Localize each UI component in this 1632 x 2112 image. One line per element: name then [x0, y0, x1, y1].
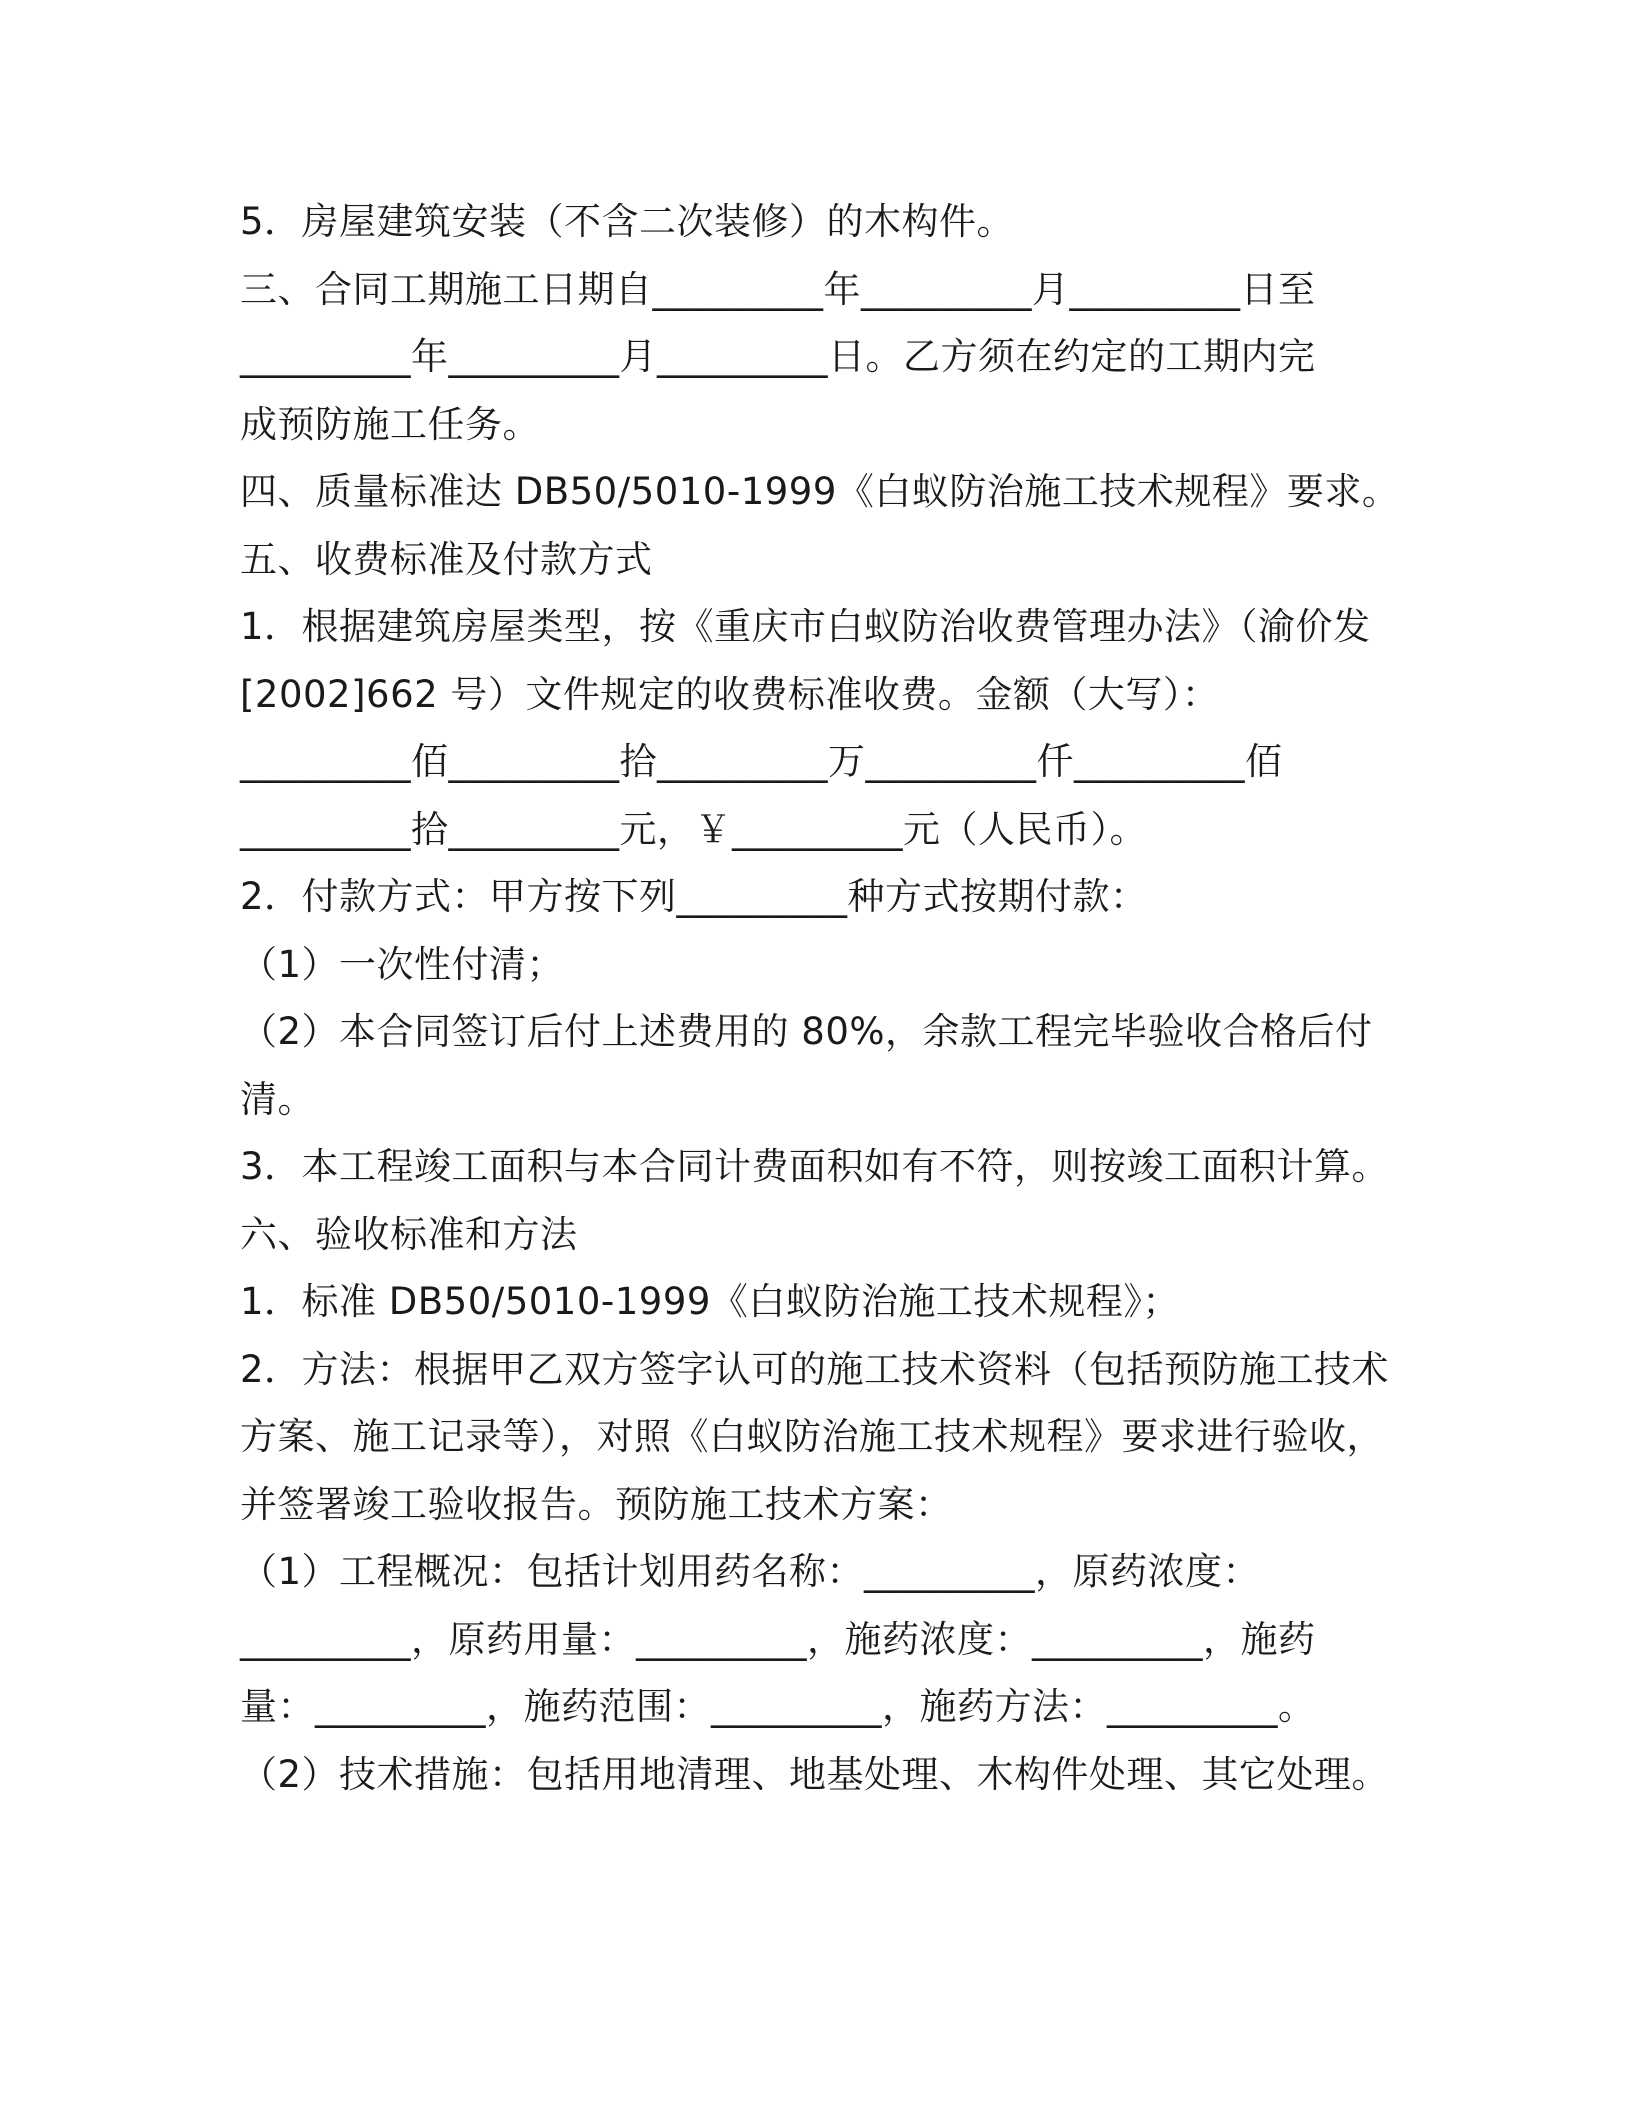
text-line: _________年_________月_________日。乙方须在约定的工期内完: [240, 335, 1316, 378]
text-line: 三、合同工期施工日期自_________年_________月_________日至: [240, 267, 1316, 311]
text-line: 3．本工程竣工面积与本合同计费面积如有不符，则按竣工面积计算。: [240, 1145, 1390, 1188]
text-line: 2．方法：根据甲乙双方签字认可的施工技术资料（包括预防施工技术: [240, 1347, 1390, 1391]
text-line: 1．根据建筑房屋类型，按《重庆市白蚁防治收费管理办法》（渝价发: [240, 605, 1371, 648]
text-line: （1）一次性付清；: [240, 942, 565, 986]
text-line: _________，原药用量：_________，施药浓度：_________，施药: [240, 1617, 1316, 1661]
text-line: 方案、施工记录等），对照《白蚁防治施工技术规程》要求进行验收，: [240, 1415, 1384, 1458]
text-line: 2．付款方式：甲方按下列_________种方式按期付款：: [240, 875, 1148, 918]
text-line: 成预防施工任务。: [240, 402, 540, 446]
text-line: 并签署竣工验收报告。预防施工技术方案：: [240, 1482, 953, 1526]
document-body: [240, 188, 1400, 1808]
text-line: 四、质量标准达 DB50/5010-1999《白蚁防治施工技术规程》要求。: [240, 470, 1400, 513]
text-line: _________佰_________拾_________万_________仟_________佰: [240, 740, 1283, 783]
text-line: 清。: [240, 1077, 315, 1121]
section-heading: 五、收费标准及付款方式: [240, 537, 653, 581]
text-line: （2）技术措施：包括用地清理、地基处理、木构件处理、其它处理。: [240, 1752, 1390, 1796]
text-line: [2002]662 号）文件规定的收费标准收费。金额（大写）：: [240, 672, 1220, 716]
text-line: 5．房屋建筑安装（不含二次装修）的木构件。: [240, 200, 1015, 243]
text-line: （1）工程概况：包括计划用药名称：_________，原药浓度：: [240, 1550, 1261, 1593]
section-heading: 六、验收标准和方法: [240, 1212, 578, 1256]
text-line: （2）本合同签订后付上述费用的 80%，余款工程完毕验收合格后付: [240, 1010, 1373, 1053]
text-line: 量：_________，施药范围：_________，施药方法：_________。: [240, 1685, 1316, 1728]
text-line: 1．标准 DB50/5010-1999《白蚁防治施工技术规程》；: [240, 1280, 1180, 1323]
text-line: _________拾_________元，￥_________元（人民币）。: [240, 807, 1147, 851]
